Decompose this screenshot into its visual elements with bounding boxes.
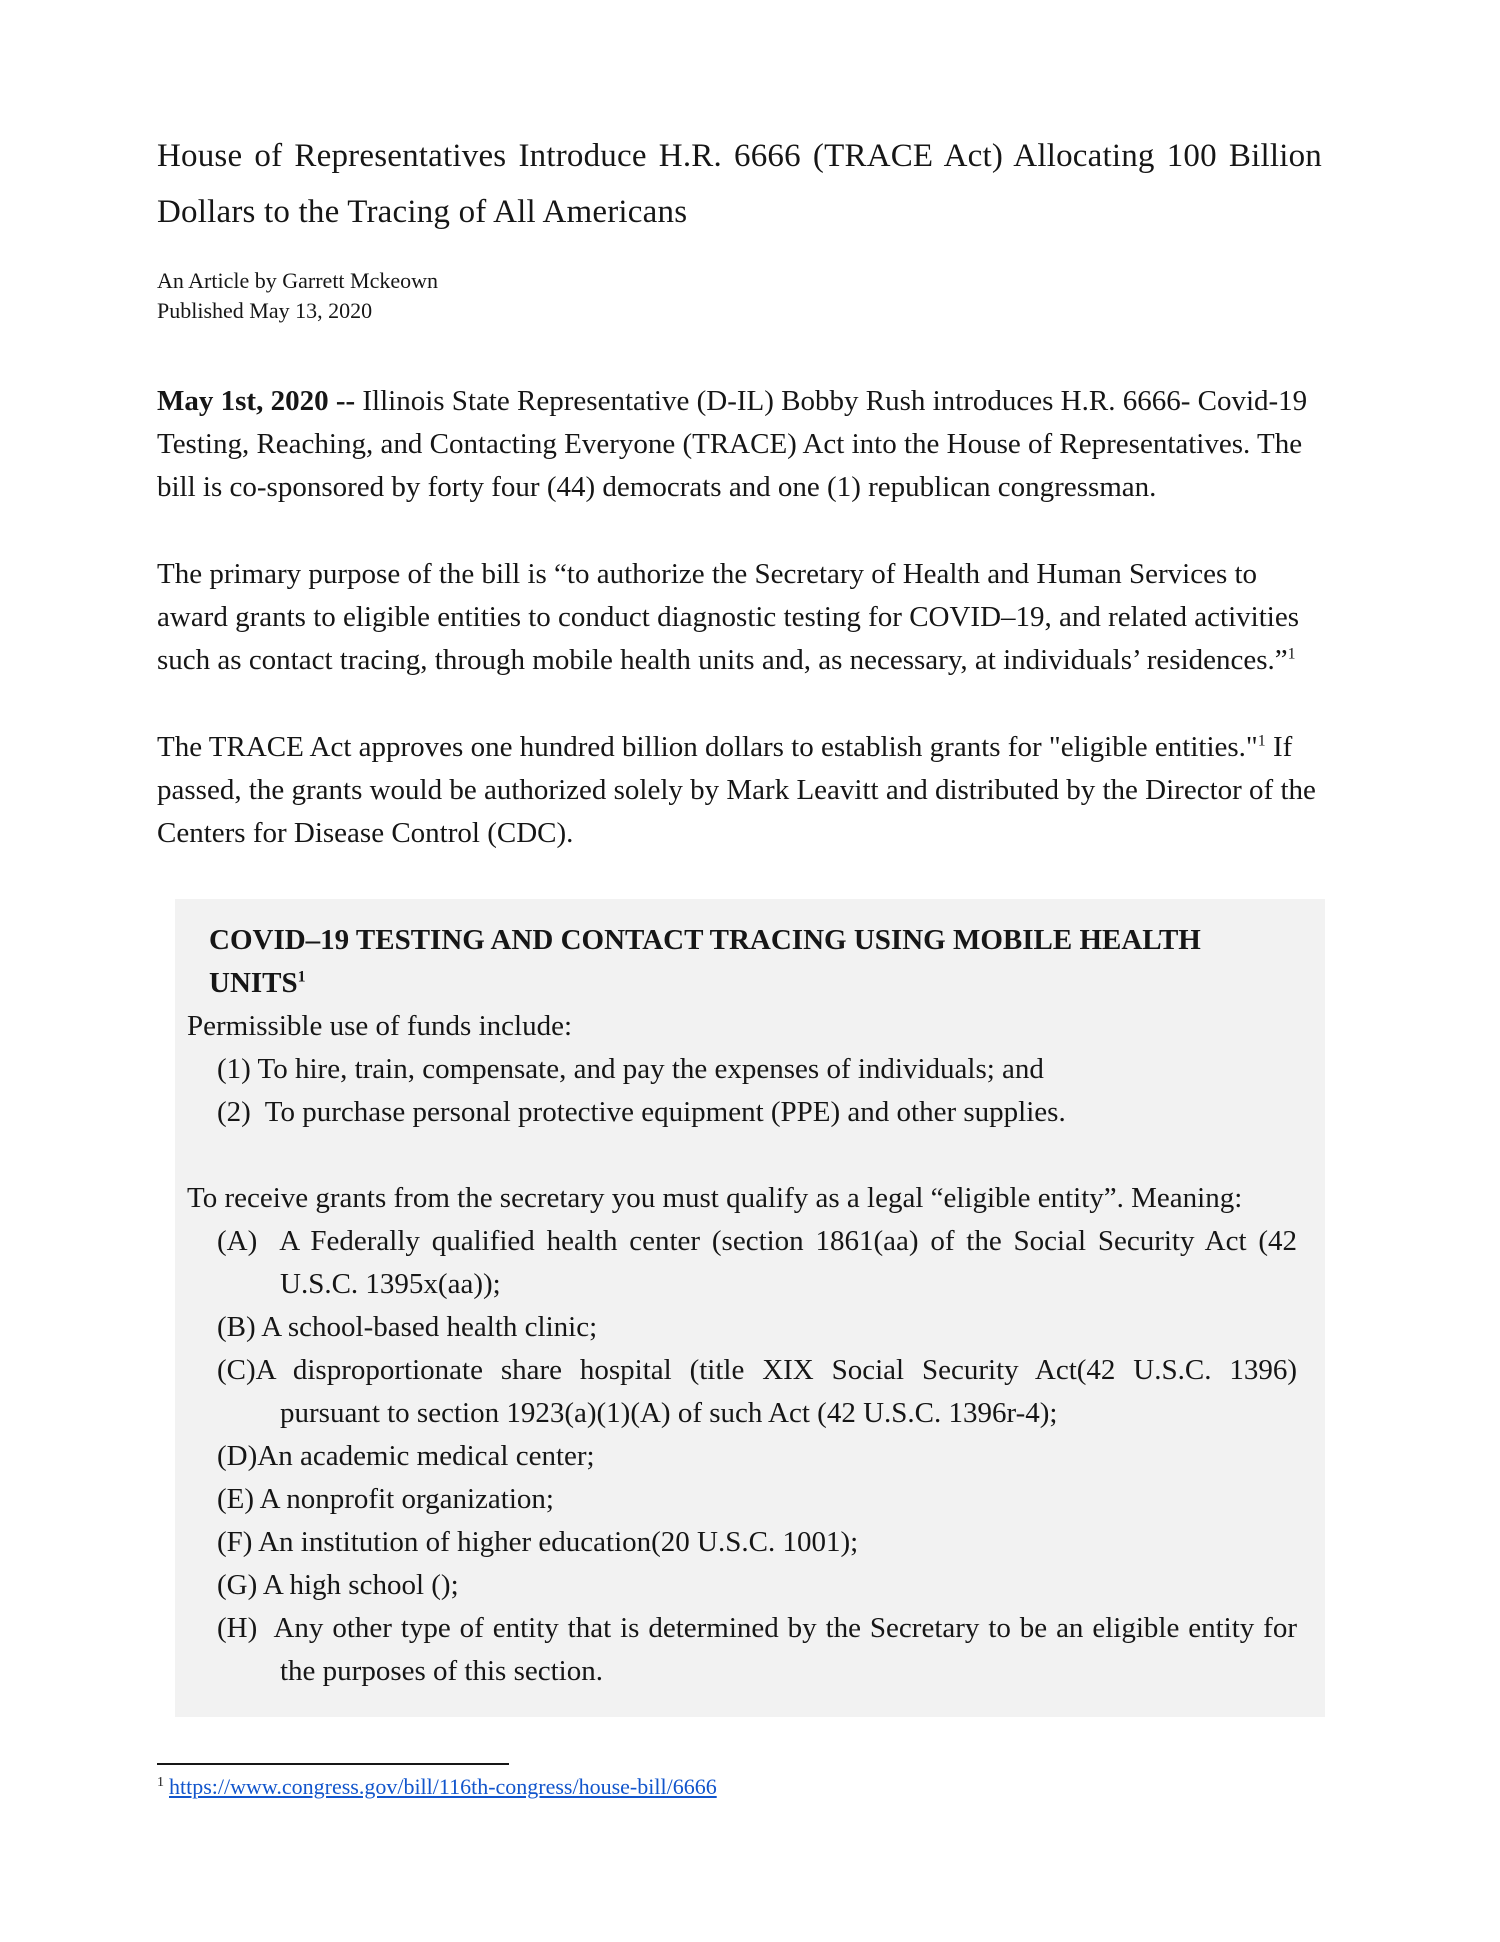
dateline: May 1st, 2020 -- — [157, 385, 363, 417]
footnote-ref: 1 — [1287, 645, 1296, 663]
bill-excerpt-box — [175, 899, 1325, 1717]
footnote-divider — [157, 1763, 509, 1765]
list-item-eligibility-e: (E) A nonprofit organization; — [217, 1483, 554, 1515]
paragraph-text: The primary purpose of the bill is “to authorize the Secretary of Health and Human Services to award grants to eligible entities to conduct diagnostic testing for COVID–19, and related activities such as contact tracing, through mobile health units and, as necessary, at individuals’ residences.” — [157, 558, 1299, 676]
footnote-section — [157, 1763, 1322, 1802]
eligibility-intro: To receive grants from the secretary you must qualify as a legal “eligible entity”. Meaning: — [187, 1182, 1243, 1214]
byline-block — [157, 266, 1322, 326]
list-item-eligibility-b: (B) A school-based health clinic; — [217, 1311, 598, 1343]
list-item-eligibility-a: (A) A Federally qualified health center (section 1861(aa) of the Social Security Act (42 U.S.C. 1395x(aa)); — [217, 1225, 1297, 1300]
published-date: Published May 13, 2020 — [157, 298, 373, 323]
footnote-ref: 1 — [1257, 732, 1266, 750]
list-item-eligibility-d: (D)An academic medical center; — [217, 1440, 595, 1472]
footnote-link[interactable]: https://www.congress.gov/bill/116th-congress/house-bill/6666 — [169, 1774, 717, 1799]
list-item-eligibility-g: (G) A high school (); — [217, 1569, 459, 1601]
footnote-ref: 1 — [297, 968, 306, 986]
paragraph-text: If passed, the grants would be authorized solely by Mark Leavitt and distributed by the Director of the Centers for Disease Control (CDC). — [157, 731, 1316, 849]
paragraph-grants — [157, 726, 1322, 855]
list-item-funds-1: (1) To hire, train, compensate, and pay the expenses of individuals; and — [217, 1053, 1044, 1085]
list-item-eligibility-h: (H) Any other type of entity that is determined by the Secretary to be an eligible entity for the purposes of this section. — [217, 1612, 1297, 1687]
footnote-number: 1 — [157, 1774, 164, 1790]
list-item-eligibility-c: (C)A disproportionate share hospital (title XIX Social Security Act(42 U.S.C. 1396) pursuant to section 1923(a)(1)(A) of such Act (42 U.S.C. 1396r-4); — [217, 1354, 1297, 1429]
paragraph-introduction — [157, 380, 1322, 509]
paragraph-text: Illinois State Representative (D-IL) Bobby Rush introduces H.R. 6666- Covid-19 Testing, Reaching, and Contacting Everyone (TRACE) Act into the House of Representatives. The bill is co-sponsored by forty four (44) democrats and one (1) republican congressman. — [157, 385, 1308, 503]
list-item-funds-2: (2) To purchase personal protective equipment (PPE) and other supplies. — [217, 1096, 1066, 1128]
excerpt-heading-text: COVID–19 TESTING AND CONTACT TRACING USING MOBILE HEALTH UNITS — [209, 924, 1201, 999]
byline: An Article by Garrett Mckeown — [157, 268, 439, 293]
paragraph-purpose — [157, 553, 1322, 682]
paragraph-text: The TRACE Act approves one hundred billion dollars to establish grants for "eligible entities." — [157, 731, 1258, 763]
list-item-eligibility-f: (F) An institution of higher education(20 U.S.C. 1001); — [217, 1526, 859, 1558]
article-title: House of Representatives Introduce H.R. 6666 (TRACE Act) Allocating 100 Billion Dollars to the Tracing of All Americans — [157, 138, 1322, 230]
funds-intro: Permissible use of funds include: — [187, 1010, 573, 1042]
blank-line — [187, 1134, 1297, 1177]
footnote-entry — [157, 1772, 1322, 1802]
excerpt-heading — [209, 919, 1297, 1005]
